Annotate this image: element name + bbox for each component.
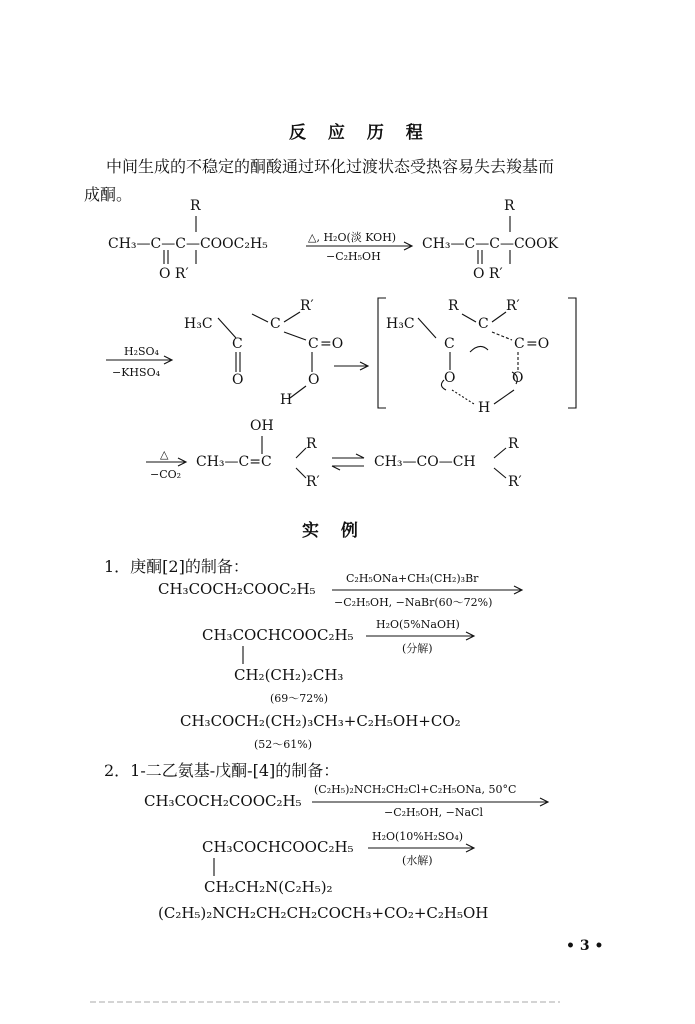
cyc-C-left: C xyxy=(232,336,243,352)
cyc-bond-1 xyxy=(218,318,236,338)
enol-Rp: R′ xyxy=(306,474,320,490)
keto-ester-formula: CH₃—C—C—COOC₂H₅ xyxy=(108,236,268,252)
R-label-left: R xyxy=(190,198,201,214)
ex1-arrow1-below: −C₂H₅OH, −NaBr(60～72%) xyxy=(334,596,493,609)
ex1-arrow1-above: C₂H₅ONa+CH₃(CH₂)₃Br xyxy=(346,572,479,585)
arrow3-below-text: −CO₂ xyxy=(150,468,182,481)
ts-C-top: C xyxy=(478,316,489,332)
cyc-H3C: H₃C xyxy=(184,316,213,332)
ts-O-right: O xyxy=(512,370,524,386)
cyc-bond-2 xyxy=(252,314,268,322)
ketone-Rp: R′ xyxy=(508,474,522,490)
bond-ketone-R xyxy=(494,448,506,458)
ex1-yield1: (69～72%) xyxy=(270,692,329,705)
ts-bond-4 xyxy=(492,332,512,340)
bond-enol-Rp xyxy=(296,468,306,478)
cyc-eqO: =O xyxy=(320,336,344,352)
intro-line-2: 成酮。 xyxy=(84,185,133,204)
keto-salt-formula: CH₃—C—C—COOK xyxy=(422,236,559,252)
ketone-formula: CH₃—CO—CH xyxy=(374,454,476,470)
ex1-arrow2-below: (分解) xyxy=(402,642,433,655)
ex1-product: CH₃COCH₂(CH₂)₃CH₃+C₂H₅OH+CO₂ xyxy=(180,712,461,730)
cyc-Rp: R′ xyxy=(300,298,314,314)
ts-C-left: C xyxy=(444,336,455,352)
cyc-O-right: O xyxy=(308,372,320,388)
ts-R: R xyxy=(448,298,459,314)
ts-C-right: C xyxy=(514,336,525,352)
ts-bond-3 xyxy=(492,312,506,322)
ts-bond-1 xyxy=(418,318,436,338)
ex1-substituent: CH₂(CH₂)₂CH₃ xyxy=(234,666,344,684)
ex2-product: (C₂H₅)₂NCH₂CH₂CH₂COCH₃+CO₂+C₂H₅OH xyxy=(158,904,489,922)
arrow1-above-text: △, H₂O(淡 KOH) xyxy=(308,231,397,244)
ex1-intermediate: CH₃COCHCOOC₂H₅ xyxy=(202,626,354,644)
arrow3-above-text: △ xyxy=(160,448,169,461)
ex2-arrow1-below: −C₂H₅OH, −NaCl xyxy=(384,806,483,819)
ts-curved-arrow-1 xyxy=(470,346,488,352)
ts-bond-8 xyxy=(494,390,514,404)
arrow2-above-text: H₂SO₄ xyxy=(124,345,159,358)
ex1-title: 1．庚酮[2]的制备： xyxy=(104,557,249,576)
ex2-arrow1-above: (C₂H₅)₂NCH₂CH₂Cl+C₂H₅ONa, 50°C xyxy=(314,783,517,796)
R-label-right: R xyxy=(504,198,515,214)
cyc-O-left: O xyxy=(232,372,244,388)
cyc-C-right: C xyxy=(308,336,319,352)
ex2-title: 2．1-二乙氨基-戊酮-[4]的制备： xyxy=(104,761,340,780)
section-title-examples: 实 例 xyxy=(302,521,366,541)
enol-R: R xyxy=(306,436,317,452)
ex1-reactant: CH₃COCH₂COOC₂H₅ xyxy=(158,580,316,598)
ketone-R: R xyxy=(508,436,519,452)
ex2-arrow2-above: H₂O(10%H₂SO₄) xyxy=(372,830,464,843)
equilibrium-head-bottom xyxy=(332,466,340,470)
cyc-bond-3 xyxy=(284,312,300,322)
arrow1-below-text: −C₂H₅OH xyxy=(326,250,381,263)
ex2-substituent: CH₂CH₂N(C₂H₅)₂ xyxy=(204,878,333,896)
ts-Rp: R′ xyxy=(506,298,520,314)
cyc-C-top: C xyxy=(270,316,281,332)
cyc-bond-8 xyxy=(290,386,306,398)
intro-line-1: 中间生成的不稳定的酮酸通过环化过渡状态受热容易失去羧基而 xyxy=(106,157,555,176)
enol-OH: OH xyxy=(250,418,274,434)
O-Rp-right: O R′ xyxy=(473,266,503,282)
section-title-mechanism: 反 应 历 程 xyxy=(289,123,431,143)
ex2-intermediate: CH₃COCHCOOC₂H₅ xyxy=(202,838,354,856)
bond-enol-R xyxy=(296,448,306,458)
ex1-arrow2-above: H₂O(5%NaOH) xyxy=(376,618,460,631)
cyc-H: H xyxy=(280,392,293,408)
ts-bond-2 xyxy=(462,314,476,322)
ts-H: H xyxy=(478,400,491,416)
arrow2-below-text: −KHSO₄ xyxy=(112,366,160,379)
enol-formula: CH₃—C=C xyxy=(196,454,272,470)
ts-eqO: =O xyxy=(526,336,550,352)
ts-bond-7 xyxy=(452,390,474,404)
bracket-right xyxy=(568,298,576,408)
O-Rp-left: O R′ xyxy=(159,266,189,282)
bracket-left xyxy=(378,298,386,408)
cyc-bond-4 xyxy=(284,332,306,340)
bond-ketone-Rp xyxy=(494,468,506,478)
page-number: • 3 • xyxy=(566,938,604,954)
ex2-arrow2-below: (水解) xyxy=(402,854,433,867)
ts-H3C: H₃C xyxy=(386,316,415,332)
ts-O-left: O xyxy=(444,370,456,386)
ex1-yield2: (52～61%) xyxy=(254,738,313,751)
equilibrium-head-top xyxy=(356,454,364,458)
ex2-reactant: CH₃COCH₂COOC₂H₅ xyxy=(144,792,302,810)
